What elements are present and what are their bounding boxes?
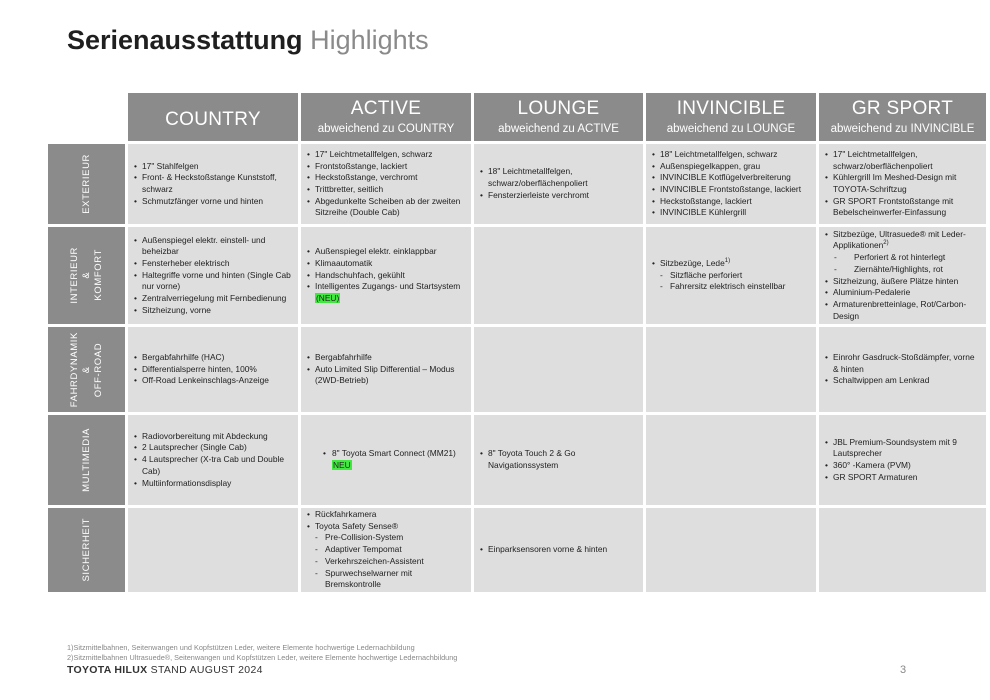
feature-item: [133, 172, 292, 195]
footnote-ref: 1): [724, 258, 731, 265]
column-name: GR SPORT: [851, 98, 954, 119]
feature-item: [824, 375, 980, 387]
feature-item: [306, 448, 465, 471]
feature-text: INVINCIBLE Kotflügelverbreiterung: [660, 172, 791, 183]
column-subtitle: abweichend zu LOUNGE: [666, 123, 796, 135]
row-label: [81, 154, 93, 214]
row-label-line: INTERIEUR: [68, 247, 80, 304]
feature-item: [133, 258, 292, 270]
feature-list: [479, 544, 637, 556]
feature-item: [306, 172, 465, 184]
row-label-line: SICHERHEIT: [80, 518, 92, 582]
feature-item: [824, 172, 980, 195]
feature-item: [133, 196, 292, 208]
feature-text: Fensterheber elektrisch: [142, 257, 230, 268]
feature-text: Rückfahrkamera: [315, 509, 377, 520]
cell-interieur-active: [301, 227, 471, 324]
feature-list: [306, 448, 465, 471]
cell-sicherheit-active: [301, 508, 471, 592]
feature-list: [133, 161, 292, 208]
row-label: [81, 428, 93, 492]
column-header-lounge: [474, 93, 643, 141]
feature-item: [651, 196, 810, 208]
feature-item: [824, 352, 980, 375]
feature-item: [306, 509, 465, 521]
row-header-exterieur: [48, 144, 125, 224]
page-title: [67, 22, 429, 58]
feature-list: [824, 229, 980, 323]
title-main: Serienausstattung: [67, 25, 303, 55]
cell-exterieur-country: [128, 144, 298, 224]
feature-text: Toyota Safety Sense®: [315, 520, 398, 531]
feature-item: [133, 161, 292, 173]
cell-exterieur-invincible: [646, 144, 816, 224]
column-subtitle: abweichend zu COUNTRY: [317, 123, 455, 135]
feature-item: [133, 352, 292, 364]
feature-item: [306, 544, 465, 556]
feature-text: Einrohr Gasdruck-Stoßdämpfer, vorne & hinten: [833, 351, 975, 374]
footer-brand: TOYOTA HILUX: [67, 664, 148, 676]
feature-text: Perforiert & rot hinterlegt: [854, 252, 946, 263]
feature-item: [306, 281, 465, 304]
feature-list: [133, 431, 292, 490]
feature-item: [133, 442, 292, 454]
feature-text: Außenspiegelkappen, grau: [660, 160, 761, 171]
row-header-multimedia: [48, 415, 125, 505]
feature-item: [651, 149, 810, 161]
feature-text: Schmutzfänger vorne und hinten: [142, 195, 264, 206]
feature-text: Pre-Collision-System: [325, 532, 404, 543]
row-header-interieur: [48, 227, 125, 324]
cell-exterieur-lounge: [474, 144, 643, 224]
feature-item: [306, 568, 465, 591]
feature-text: Handschuhfach, gekühlt: [315, 269, 405, 280]
column-header-active: [301, 93, 471, 141]
feature-text: Multiinformationsdisplay: [142, 477, 232, 488]
row-label-line: &: [80, 366, 92, 373]
feature-text: Ziernähte/Highlights, rot: [854, 263, 943, 274]
feature-text: Armaturenbretteinlage, Rot/Carbon-Design: [833, 298, 967, 321]
feature-text: INVINCIBLE Frontstoßstange, lackiert: [660, 184, 802, 194]
feature-text: Trittbretter, seitlich: [315, 184, 384, 194]
feature-list: [651, 258, 810, 293]
row-label: [69, 247, 105, 304]
new-badge: (NEU): [316, 293, 340, 304]
feature-item: [824, 252, 980, 264]
table-corner: [48, 93, 125, 141]
cell-interieur-lounge: [474, 227, 643, 324]
column-header-country: [128, 93, 298, 141]
feature-text: GR SPORT Frontstoßstange mit Bebelscheinwerfer-Einfassung: [833, 195, 954, 218]
feature-text: Sitzfläche perforiert: [670, 269, 743, 280]
feature-list: [479, 166, 637, 201]
feature-item: [651, 258, 810, 270]
feature-text: 8" Toyota Touch 2 & Go Navigationssystem: [488, 448, 576, 470]
cell-fahrdynamik-lounge: [474, 327, 643, 412]
feature-item: [824, 460, 980, 472]
feature-item: [133, 235, 292, 258]
feature-item: [824, 437, 980, 460]
feature-item: [133, 431, 292, 443]
column-subtitle: abweichend zu INVINCIBLE: [830, 123, 975, 135]
row-label-line: &: [80, 272, 92, 279]
feature-text: 18" Leichtmetallfelgen, schwarz/oberflächenpoliert: [488, 166, 588, 189]
footnote-ref: 2): [883, 240, 889, 247]
feature-text: Adaptiver Tempomat: [325, 544, 402, 555]
feature-item: [306, 556, 465, 568]
feature-item: [306, 246, 465, 258]
feature-text: GR SPORT Armaturen: [833, 471, 918, 482]
feature-item: [306, 196, 465, 219]
feature-text: Aluminium-Pedalerie: [833, 287, 911, 298]
row-label-line: FAHRDYNAMIK: [68, 331, 80, 408]
feature-item: [824, 196, 980, 219]
feature-item: [824, 299, 980, 322]
cell-fahrdynamik-invincible: [646, 327, 816, 412]
column-name: INVINCIBLE: [676, 98, 786, 119]
feature-text: Differentialsperre hinten, 100%: [142, 363, 257, 374]
column-name: COUNTRY: [165, 109, 261, 130]
feature-text: Kühlergrill Im Meshed-Design mit TOYOTA-Schriftzug: [833, 172, 957, 194]
feature-text: 8" Toyota Smart Connect (MM21): [332, 448, 456, 459]
cell-fahrdynamik-country: [128, 327, 298, 412]
column-name: LOUNGE: [517, 98, 600, 119]
feature-list: [479, 448, 637, 471]
feature-text: Radiovorbereitung mit Abdeckung: [142, 430, 268, 441]
feature-text: Off-Road Lenkeinschlags-Anzeige: [142, 375, 269, 386]
feature-item: [306, 364, 465, 387]
cell-fahrdynamik-gr-sport: [819, 327, 986, 412]
footnote-1: 1)Sitzmittelbahnen, Seitenwangen und Kopfstützen Leder, weitere Elemente hochwertige Ledernachbildung: [67, 643, 415, 652]
feature-item: [824, 472, 980, 484]
feature-text: 4 Lautsprecher (X-tra Cab und Double Cab): [142, 454, 284, 476]
feature-item: [651, 207, 810, 219]
feature-item: [479, 190, 637, 202]
feature-text: Frontstoßstange, lackiert: [315, 160, 408, 171]
row-label-line: KOMFORT: [92, 249, 104, 302]
feature-item: [306, 161, 465, 173]
feature-item: [479, 166, 637, 189]
feature-text: Bergabfahrhilfe: [315, 351, 372, 362]
cell-exterieur-gr-sport: [819, 144, 986, 224]
feature-list: [133, 235, 292, 317]
feature-item: [133, 478, 292, 490]
footnote-2: 2)Sitzmittelbahnen Ultrasuede®, Seitenwangen und Kopfstützen Leder, weitere Elemente hochwertige Ledernachbildung: [67, 653, 458, 662]
row-label-line: MULTIMEDIA: [80, 428, 92, 492]
feature-item: [133, 270, 292, 293]
cell-sicherheit-country: [128, 508, 298, 592]
feature-text: Verkehrszeichen-Assistent: [325, 555, 424, 566]
title-sub: Highlights: [310, 25, 429, 55]
feature-item: [306, 270, 465, 282]
column-subtitle: abweichend zu ACTIVE: [498, 123, 619, 135]
feature-item: [306, 521, 465, 533]
feature-item: [651, 161, 810, 173]
feature-text: 360° -Kamera (PVM): [833, 460, 911, 470]
row-label: [81, 518, 93, 582]
feature-text: Abgedunkelte Scheiben ab der zweiten Sitzreihe (Double Cab): [315, 195, 461, 218]
feature-text: 18" Leichtmetallfelgen, schwarz: [660, 148, 778, 159]
feature-list: [651, 149, 810, 219]
cell-exterieur-active: [301, 144, 471, 224]
feature-list: [306, 509, 465, 591]
feature-item: [651, 270, 810, 282]
cell-interieur-invincible: [646, 227, 816, 324]
feature-item: [824, 229, 980, 252]
cell-sicherheit-invincible: [646, 508, 816, 592]
row-label-line: OFF-ROAD: [92, 342, 104, 397]
feature-item: [651, 184, 810, 196]
feature-text: Sitzheizung, vorne: [142, 304, 211, 315]
column-header-invincible: [646, 93, 816, 141]
feature-text: Fensterzierleiste verchromt: [488, 189, 589, 200]
feature-item: [651, 172, 810, 184]
row-label: [69, 332, 105, 407]
feature-text: Auto Limited Slip Differential – Modus (2WD-Betrieb): [315, 363, 455, 386]
feature-text: 17" Leichtmetallfelgen, schwarz: [315, 148, 433, 159]
feature-item: [824, 264, 980, 276]
row-header-sicherheit: [48, 508, 125, 592]
feature-item: [479, 544, 637, 556]
cell-multimedia-country: [128, 415, 298, 505]
feature-text: Fahrersitz elektrisch einstellbar: [670, 281, 786, 292]
feature-text: Außenspiegel elektr. einstell- und beheizbar: [142, 234, 266, 257]
feature-text: Intelligentes Zugangs- und Startsystem: [315, 281, 461, 292]
cell-interieur-country: [128, 227, 298, 324]
feature-list: [306, 246, 465, 305]
footer-date: STAND AUGUST 2024: [150, 664, 263, 676]
feature-list: [306, 352, 465, 387]
feature-text: Einparksensoren vorne & hinten: [488, 544, 608, 555]
feature-item: [133, 305, 292, 317]
feature-list: [824, 352, 980, 387]
feature-text: Bergabfahrhilfe (HAC): [142, 351, 225, 362]
feature-item: [306, 258, 465, 270]
row-header-fahrdynamik: [48, 327, 125, 412]
feature-item: [824, 149, 980, 172]
feature-item: [651, 281, 810, 293]
column-name: ACTIVE: [350, 98, 422, 119]
feature-text: Spurwechselwarner mit Bremskontrolle: [325, 567, 413, 590]
feature-item: [824, 276, 980, 288]
feature-list: [824, 149, 980, 219]
feature-list: [824, 437, 980, 484]
feature-item: [479, 448, 637, 471]
row-label-line: EXTERIEUR: [80, 154, 92, 214]
feature-text: Zentralverriegelung mit Fernbedienung: [142, 293, 287, 304]
feature-text: Haltegriffe vorne und hinten (Single Cab nur vorne): [142, 269, 291, 292]
cell-multimedia-gr-sport: [819, 415, 986, 505]
feature-item: [133, 364, 292, 376]
feature-text: 17" Stahlfelgen: [142, 160, 199, 171]
feature-item: [133, 375, 292, 387]
equipment-table: [48, 93, 986, 592]
feature-text: Sitzbezüge, Lede: [660, 257, 725, 268]
feature-text: Schaltwippen am Lenkrad: [833, 375, 930, 386]
feature-text: Front- & Heckstoßstange Kunststoff, schwarz: [142, 172, 277, 194]
page-number: 3: [900, 664, 907, 676]
feature-item: [133, 454, 292, 477]
feature-text: 2 Lautsprecher (Single Cab): [142, 442, 247, 453]
cell-interieur-gr-sport: [819, 227, 986, 324]
feature-text: Klimaautomatik: [315, 257, 373, 268]
feature-text: Heckstoßstange, verchromt: [315, 172, 418, 183]
feature-text: Sitzbezüge, Ultrasuede® mit Leder-Applikationen: [833, 228, 966, 251]
feature-list: [306, 149, 465, 219]
feature-list: [133, 352, 292, 387]
feature-text: INVINCIBLE Kühlergrill: [660, 207, 747, 218]
column-header-gr-sport: [819, 93, 986, 141]
cell-sicherheit-gr-sport: [819, 508, 986, 592]
cell-multimedia-active: [301, 415, 471, 505]
feature-text: 17" Leichtmetallfelgen, schwarz/oberflächenpoliert: [833, 148, 933, 171]
feature-item: [306, 352, 465, 364]
feature-text: JBL Premium-Soundsystem mit 9 Lautsprecher: [833, 436, 957, 459]
feature-item: [306, 184, 465, 196]
cell-sicherheit-lounge: [474, 508, 643, 592]
cell-multimedia-lounge: [474, 415, 643, 505]
feature-item: [306, 532, 465, 544]
feature-item: [824, 287, 980, 299]
feature-text: Sitzheizung, äußere Plätze hinten: [833, 275, 959, 286]
feature-text: Außenspiegel elektr. einklappbar: [315, 246, 437, 257]
feature-item: [306, 149, 465, 161]
feature-text: Heckstoßstange, lackiert: [660, 195, 752, 206]
new-badge: NEU: [333, 460, 351, 470]
cell-multimedia-invincible: [646, 415, 816, 505]
footnotes: [67, 643, 457, 663]
feature-item: [133, 293, 292, 305]
page-footer: [67, 664, 263, 676]
cell-fahrdynamik-active: [301, 327, 471, 412]
